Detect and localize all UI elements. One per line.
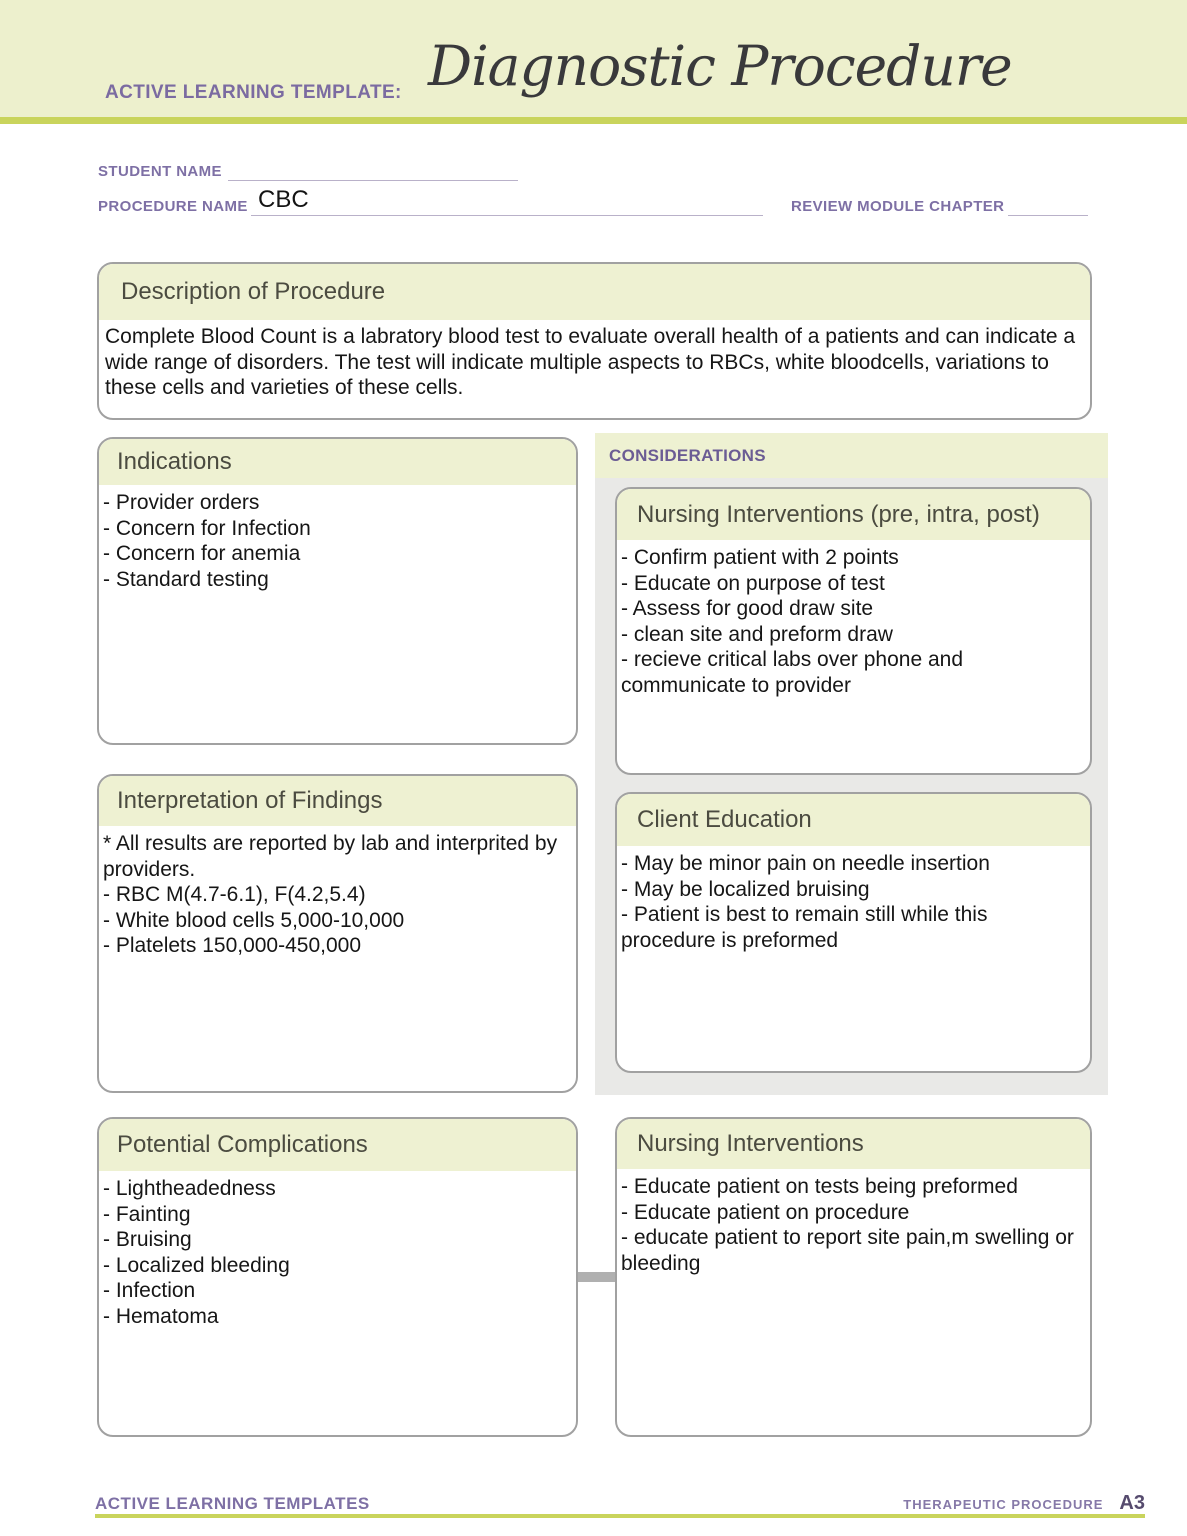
- procedure-name-label: PROCEDURE NAME: [98, 198, 248, 215]
- header-accent-line: [0, 117, 1187, 124]
- list-item: - Hematoma: [103, 1305, 219, 1329]
- footer-page-number: A3: [1119, 1492, 1145, 1514]
- list-item: - RBC M(4.7-6.1), F(4.2,5.4): [103, 883, 366, 907]
- list-item: - Standard testing: [103, 567, 269, 591]
- list-item: - Lightheadedness: [103, 1177, 276, 1200]
- list-item: - May be localized bruising: [621, 877, 870, 901]
- list-item: - Educate patient on tests being preformed: [621, 1175, 1018, 1198]
- procedure-name-value: CBC: [258, 186, 309, 213]
- footer-section-label: THERAPEUTIC PROCEDURE: [903, 1497, 1104, 1512]
- client-education-box: [615, 792, 1092, 1073]
- potential-complications-box: [97, 1117, 578, 1437]
- template-label: ACTIVE LEARNING TEMPLATE:: [105, 82, 402, 103]
- list-item: - Confirm patient with 2 points: [621, 546, 899, 569]
- nursing-interventions-title: Nursing Interventions: [617, 1119, 1090, 1169]
- list-item: - Fainting: [103, 1202, 191, 1226]
- interpretation-of-findings-body: [99, 826, 576, 964]
- list-item: - Concern for anemia: [103, 542, 301, 566]
- nursing-interventions-body: [617, 1169, 1090, 1281]
- list-item: - Provider orders: [103, 491, 260, 514]
- client-education-title: Client Education: [617, 794, 1090, 846]
- potential-complications-title: Potential Complications: [99, 1119, 576, 1171]
- list-item: - May be minor pain on needle insertion: [621, 852, 990, 875]
- interpretation-of-findings-box: [97, 774, 578, 1093]
- page-title: Diagnostic Procedure: [428, 34, 1012, 98]
- list-item: - clean site and preform draw: [621, 622, 893, 646]
- list-item: - educate patient to report site pain,m swelling or bleeding: [621, 1226, 1074, 1275]
- student-name-field: [228, 160, 518, 181]
- list-item: - White blood cells 5,000-10,000: [103, 908, 405, 932]
- indications-box: [97, 437, 578, 745]
- potential-complications-body: [99, 1171, 576, 1335]
- list-item: - recieve critical labs over phone and communicate to provider: [621, 648, 964, 698]
- list-item: - Localized bleeding: [103, 1253, 290, 1277]
- nursing-interventions-pre-intra-post-title: Nursing Interventions (pre, intra, post): [617, 489, 1090, 540]
- footer-accent-line: [95, 1514, 1145, 1518]
- list-item: - Educate patient on procedure: [621, 1200, 910, 1224]
- procedure-name-field: [251, 188, 763, 216]
- list-item: - Concern for Infection: [103, 516, 311, 540]
- description-of-procedure-body: Complete Blood Count is a labratory blood test to evaluate overall health of a patients and can indicate a wide range of disorders. The test will indicate multiple aspects to RBCs, white bloodcells, variations to these cells and varieties of these cells.: [105, 325, 1076, 400]
- description-of-procedure-box: [97, 262, 1092, 420]
- footer-right-group: [903, 1492, 1145, 1515]
- considerations-label: CONSIDERATIONS: [609, 445, 766, 465]
- interpretation-of-findings-title: Interpretation of Findings: [99, 776, 576, 826]
- list-item: - Educate on purpose of test: [621, 571, 885, 595]
- nursing-interventions-pre-intra-post-body: [617, 540, 1090, 704]
- client-education-body: [617, 846, 1090, 958]
- review-module-chapter-field: [1008, 193, 1088, 216]
- footer-templates-label: ACTIVE LEARNING TEMPLATES: [95, 1494, 370, 1513]
- nursing-interventions-pre-intra-post-box: [615, 487, 1092, 775]
- list-item: - Infection: [103, 1279, 196, 1303]
- box-connector-bar: [578, 1272, 615, 1282]
- list-item: - Bruising: [103, 1228, 192, 1252]
- indications-title: Indications: [99, 439, 576, 485]
- student-name-label: STUDENT NAME: [98, 163, 222, 180]
- list-item: - Platelets 150,000-450,000: [103, 934, 362, 958]
- list-item: - Assess for good draw site: [621, 597, 874, 621]
- list-item: * All results are reported by lab and interprited by providers.: [103, 832, 558, 881]
- considerations-strip: [595, 433, 1108, 478]
- nursing-interventions-box: [615, 1117, 1092, 1437]
- description-of-procedure-title: Description of Procedure: [99, 264, 1090, 320]
- review-module-chapter-label: REVIEW MODULE CHAPTER: [791, 198, 1005, 215]
- list-item: - Patient is best to remain still while this procedure is preformed: [621, 903, 988, 952]
- indications-body: [99, 485, 576, 597]
